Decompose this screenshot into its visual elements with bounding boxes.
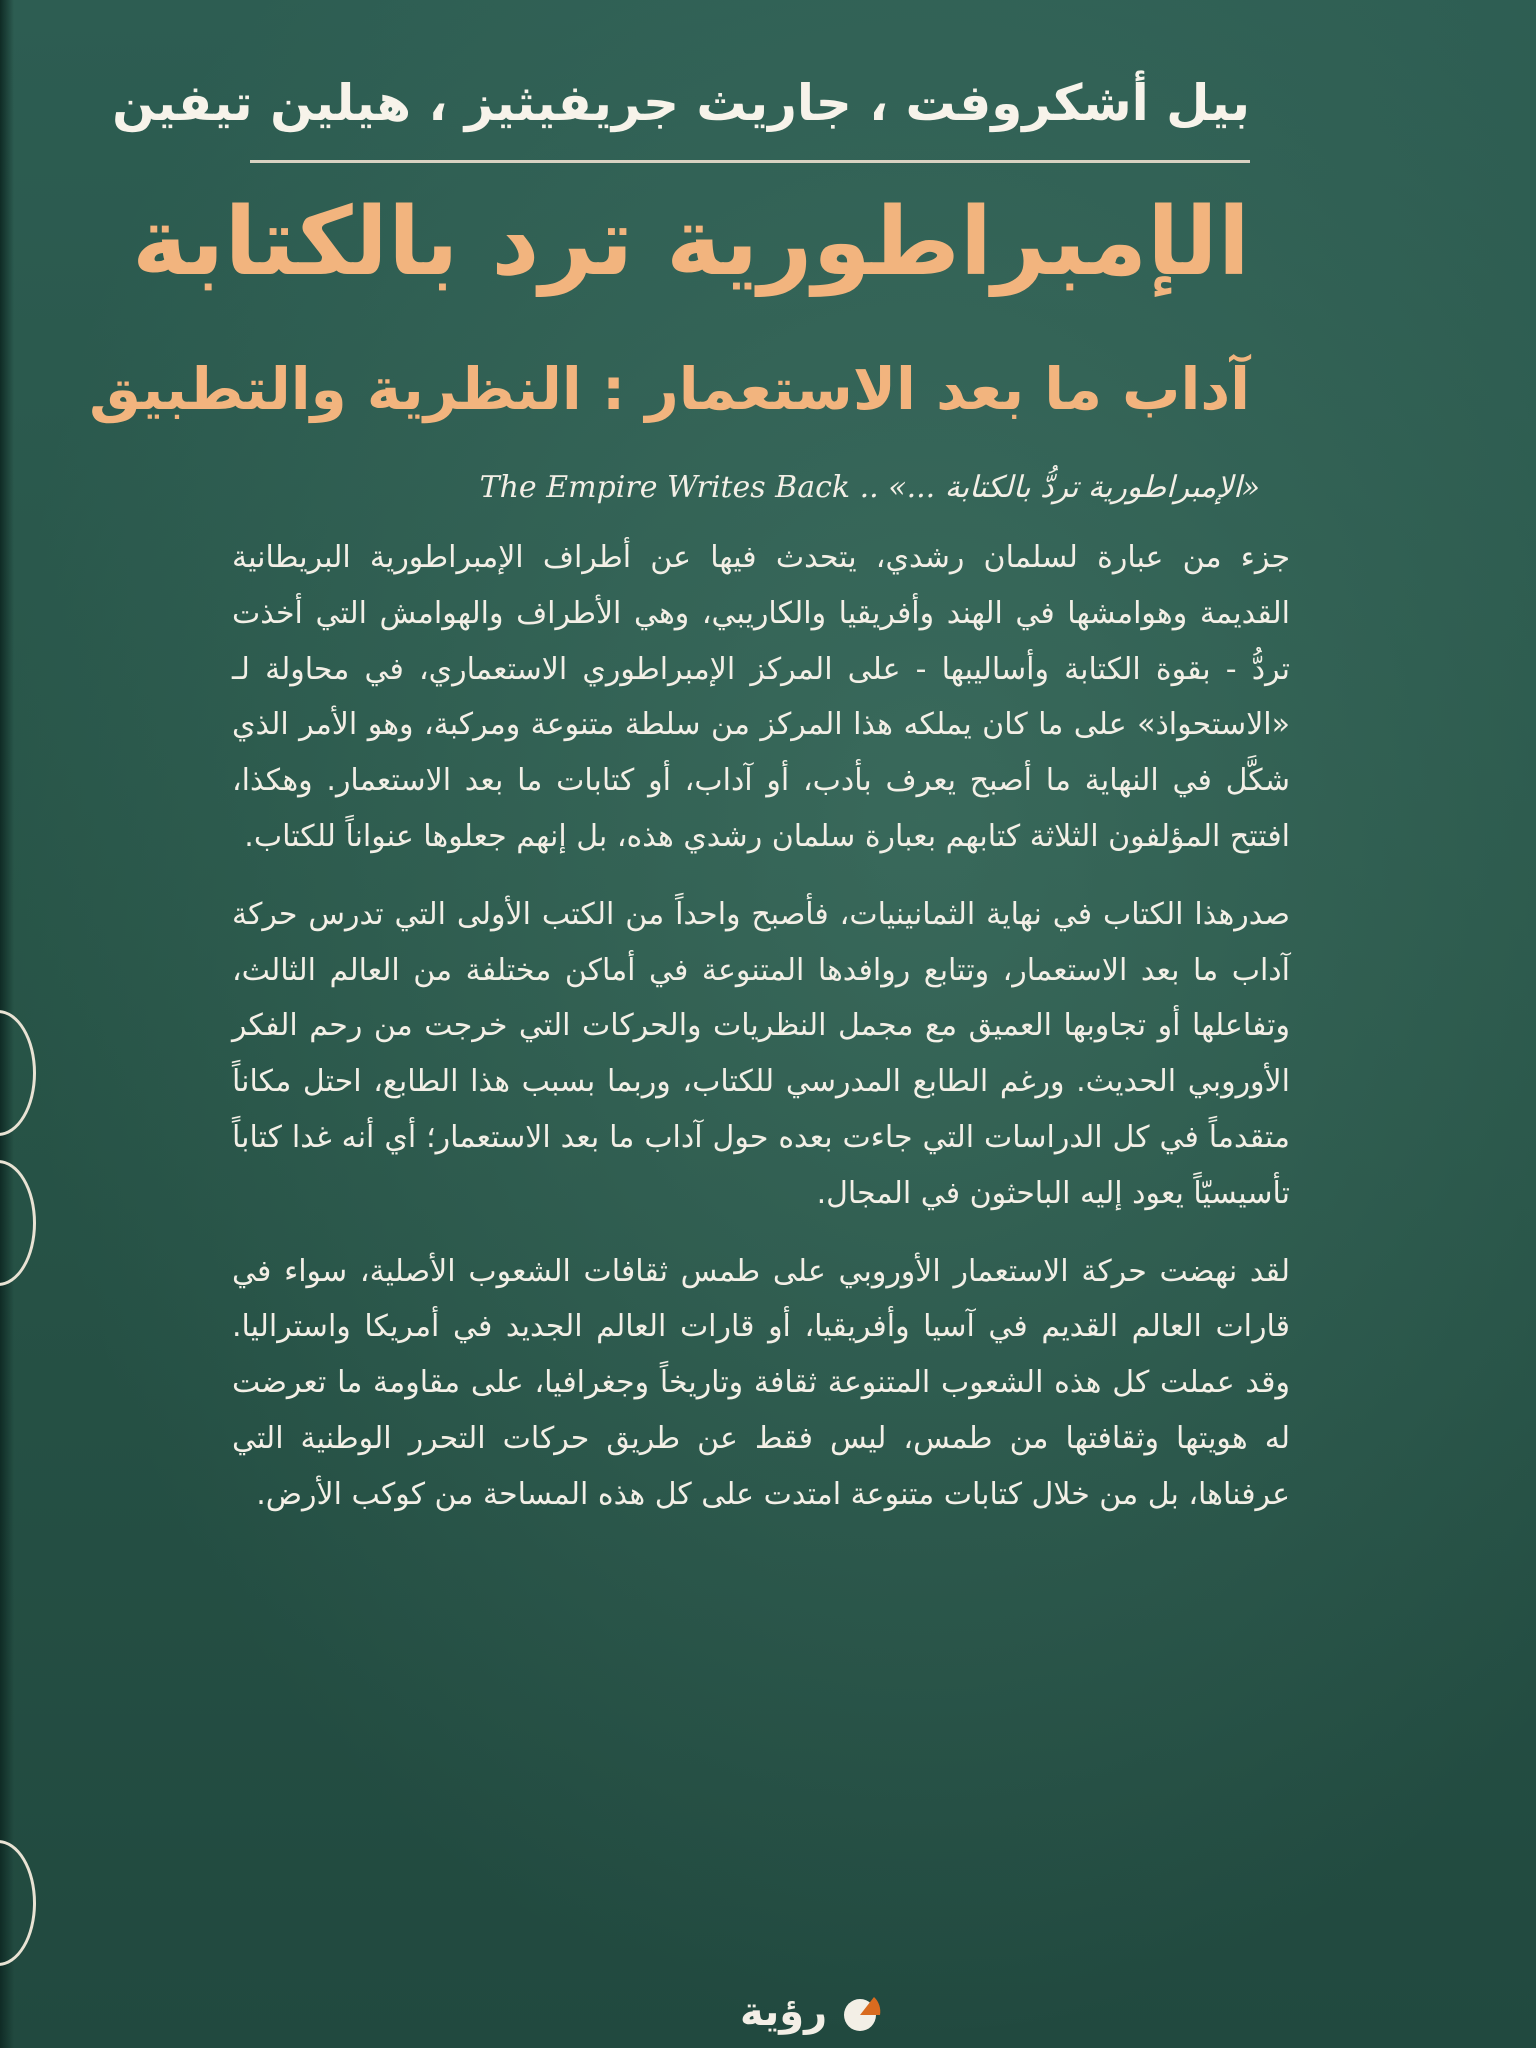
blurb-paragraph: صدرهذا الكتاب في نهاية الثمانينيات، فأصبح واحداً من الكتب الأولى التي تدرس حركة آداب ما بعد الاستعمار، وتتابع روافدها المتنوعة في أماكن مختلفة من العالم الثالث، وتفاعلها أو تجاوبها العميق مع مجمل النظريات والحركات التي خرجت من رحم الفكر الأوروبي الحديث. ورغم الطابع المدرسي للكتاب، وربما بسبب هذا الطابع، احتل مكاناً متقدماً في كل الدراسات التي جاءت بعده حول آداب ما بعد الاستعمار؛ أي أنه غدا كتاباً تأسيسيّاً يعود إليه الباحثون في المجال. — [232, 896, 1290, 1211]
title-divider — [250, 160, 1250, 163]
book-title: الإمبراطورية ترد بالكتابة — [132, 188, 1250, 297]
publisher-logo-icon — [833, 1985, 887, 2039]
book-subtitle: آداب ما بعد الاستعمار : النظرية والتطبيق — [89, 355, 1250, 423]
cover-sticker — [0, 1840, 36, 1966]
blurb-paragraph: لقد نهضت حركة الاستعمار الأوروبي على طمس ثقافات الشعوب الأصلية، سواء في قارات العالم القديم في آسيا وأفريقيا، أو قارات العالم الجديد في أمريكا واستراليا. وقد عملت كل هذه الشعوب المتنوعة ثقافة وتاريخاً وجغرافيا، على مقاومة ما تعرضت له هويتها وثقافتها من طمس، ليس فقط عن طريق حركات التحرر الوطنية التي عرفناها، بل من خلال كتابات متنوعة امتدت على كل هذه المساحة من كوكب الأرض. — [232, 1253, 1290, 1512]
blurb-paragraph: جزء من عبارة لسلمان رشدي، يتحدث فيها عن أطراف الإمبراطورية البريطانية القديمة وهوامشها في الهند وأفريقيا والكاريبي، وهي الأطراف والهوامش التي أخذت تردُّ - بقوة الكتابة وأساليبها - على المركز الإمبراطوري الاستعماري، في محاولة لـ «الاستحواذ» على ما كان يملكه هذا المركز من سلطة متنوعة ومركبة، وهو الأمر الذي شكَّل في النهاية ما أصبح يعرف بأدب، أو آداب، أو كتابات ما بعد الاستعمار. وهكذا، افتتح المؤلفون الثلاثة كتابهم بعبارة سلمان رشدي هذه، بل إنهم جعلوها عنواناً للكتاب. — [232, 540, 1290, 854]
blurb-body — [232, 530, 1290, 1545]
authors-line: بيل أشكروفت ، جاريث جريفيثيز ، هيلين تيفين — [112, 74, 1250, 132]
publisher-mark — [740, 1985, 887, 2039]
publisher-name: رؤية — [740, 1989, 828, 2035]
cover-sticker — [0, 1160, 36, 1286]
epigraph-quote: «الإمبراطورية تردُّ بالكتابة ...» .. The Empire Writes Back — [479, 470, 1260, 505]
cover-sticker — [0, 1010, 36, 1136]
